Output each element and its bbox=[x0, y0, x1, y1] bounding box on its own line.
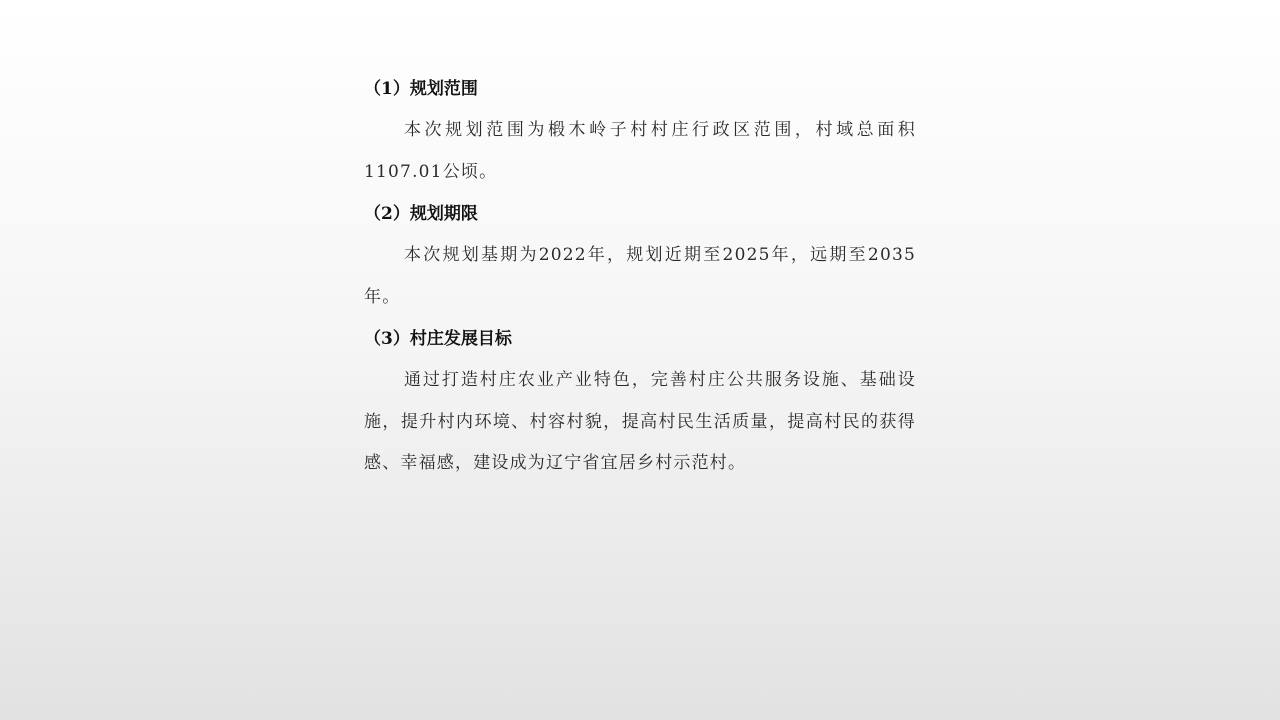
section-heading-planning-scope: （1）规划范围 bbox=[364, 79, 478, 99]
document-body bbox=[364, 68, 916, 485]
section-heading-planning-period: （2）规划期限 bbox=[364, 204, 478, 224]
section-heading-development-goal: （3）村庄发展目标 bbox=[364, 329, 512, 349]
section-body-planning-period: 本次规划基期为2022年，规划近期至2025年，远期至2035年。 bbox=[364, 245, 916, 307]
section-body-planning-scope: 本次规划范围为椴木岭子村村庄行政区范围，村域总面积1107.01公顷。 bbox=[364, 120, 916, 182]
section-body-development-goal: 通过打造村庄农业产业特色，完善村庄公共服务设施、基础设施，提升村内环境、村容村貌，提高村民生活质量，提高村民的获得感、幸福感，建设成为辽宁省宜居乡村示范村。 bbox=[364, 370, 916, 473]
